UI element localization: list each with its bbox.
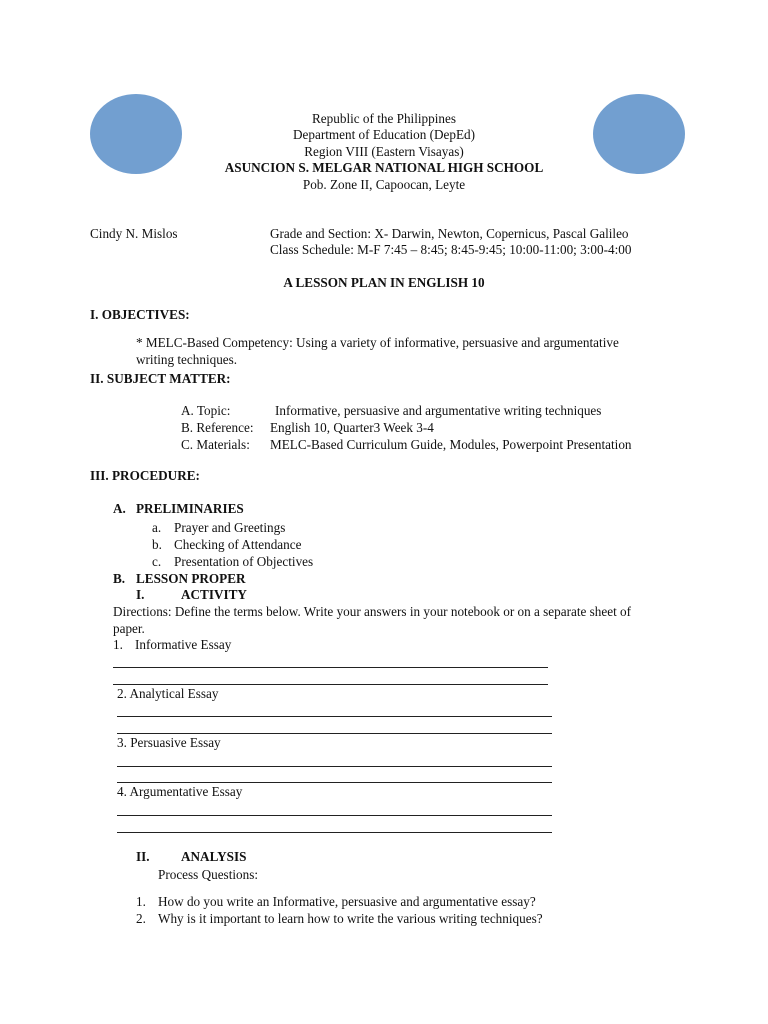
objectives-heading: I. OBJECTIVES: xyxy=(90,307,190,322)
prelim-item-objectives: Presentation of Objectives xyxy=(174,554,314,569)
topic-label: A. Topic: xyxy=(181,403,231,418)
class-schedule: Class Schedule: M-F 7:45 – 8:45; 8:45-9:45; 10:00-11:00; 3:00-4:00 xyxy=(270,242,632,257)
term-persuasive: 3. Persuasive Essay xyxy=(117,735,221,750)
materials-label: C. Materials: xyxy=(181,437,250,452)
competency-line1: * MELC-Based Competency: Using a variety of informative, persuasive and argumentative xyxy=(136,335,619,350)
lesson-proper-heading: LESSON PROPER xyxy=(136,571,246,586)
question-1: How do you write an Informative, persuasive and argumentative essay? xyxy=(158,894,536,909)
prelim-item-marker: c. xyxy=(152,554,162,569)
header-republic: Republic of the Philippines xyxy=(312,111,456,126)
term-argumentative: 4. Argumentative Essay xyxy=(117,784,243,799)
prelim-item-marker: a. xyxy=(152,520,162,535)
directions-line2: paper. xyxy=(113,621,145,636)
header-region: Region VIII (Eastern Visayas) xyxy=(304,144,464,159)
lesson-proper-marker: B. xyxy=(113,571,126,586)
materials-value: MELC-Based Curriculum Guide, Modules, Powerpoint Presentation xyxy=(270,437,632,452)
question-2: Why is it important to learn how to write the various writing techniques? xyxy=(158,911,543,926)
subject-matter-heading: II. SUBJECT MATTER: xyxy=(90,371,231,386)
procedure-heading: III. PROCEDURE: xyxy=(90,468,200,483)
answer-line[interactable] xyxy=(117,733,552,734)
preliminaries-heading: PRELIMINARIES xyxy=(136,501,244,516)
activity-marker: I. xyxy=(136,587,145,602)
analysis-heading: ANALYSIS xyxy=(181,849,247,864)
reference-value: English 10, Quarter3 Week 3-4 xyxy=(270,420,434,435)
topic-value: Informative, persuasive and argumentative writing techniques xyxy=(275,403,602,418)
term-analytical: 2. Analytical Essay xyxy=(117,686,219,701)
analysis-marker: II. xyxy=(136,849,150,864)
answer-line[interactable] xyxy=(117,716,552,717)
process-questions-label: Process Questions: xyxy=(158,867,259,882)
school-name: ASUNCION S. MELGAR NATIONAL HIGH SCHOOL xyxy=(224,160,544,175)
prelim-item-prayer: Prayer and Greetings xyxy=(174,520,286,535)
preliminaries-marker: A. xyxy=(113,501,126,516)
school-address: Pob. Zone II, Capoocan, Leyte xyxy=(302,177,466,192)
directions-line1: Directions: Define the terms below. Write your answers in your notebook or on a separate sheet of xyxy=(113,604,632,619)
answer-line[interactable] xyxy=(117,832,552,833)
reference-label: B. Reference: xyxy=(181,420,254,435)
prelim-item-attendance: Checking of Attendance xyxy=(174,537,302,552)
header-deped: Department of Education (DepEd) xyxy=(293,127,475,142)
term-informative: Informative Essay xyxy=(135,637,232,652)
question-marker: 2. xyxy=(136,911,146,926)
question-marker: 1. xyxy=(136,894,146,909)
term-marker: 1. xyxy=(113,637,123,652)
prelim-item-marker: b. xyxy=(152,537,162,552)
activity-heading: ACTIVITY xyxy=(181,587,247,602)
answer-line[interactable] xyxy=(117,782,552,783)
teacher-name: Cindy N. Mislos xyxy=(90,226,178,241)
answer-line[interactable] xyxy=(113,684,548,685)
lesson-plan-title: A LESSON PLAN IN ENGLISH 10 xyxy=(283,275,485,290)
answer-line[interactable] xyxy=(117,815,552,816)
competency-line2: writing techniques. xyxy=(136,352,238,367)
answer-line[interactable] xyxy=(113,667,548,668)
answer-line[interactable] xyxy=(117,766,552,767)
grade-section: Grade and Section: X- Darwin, Newton, Copernicus, Pascal Galileo xyxy=(270,226,629,241)
